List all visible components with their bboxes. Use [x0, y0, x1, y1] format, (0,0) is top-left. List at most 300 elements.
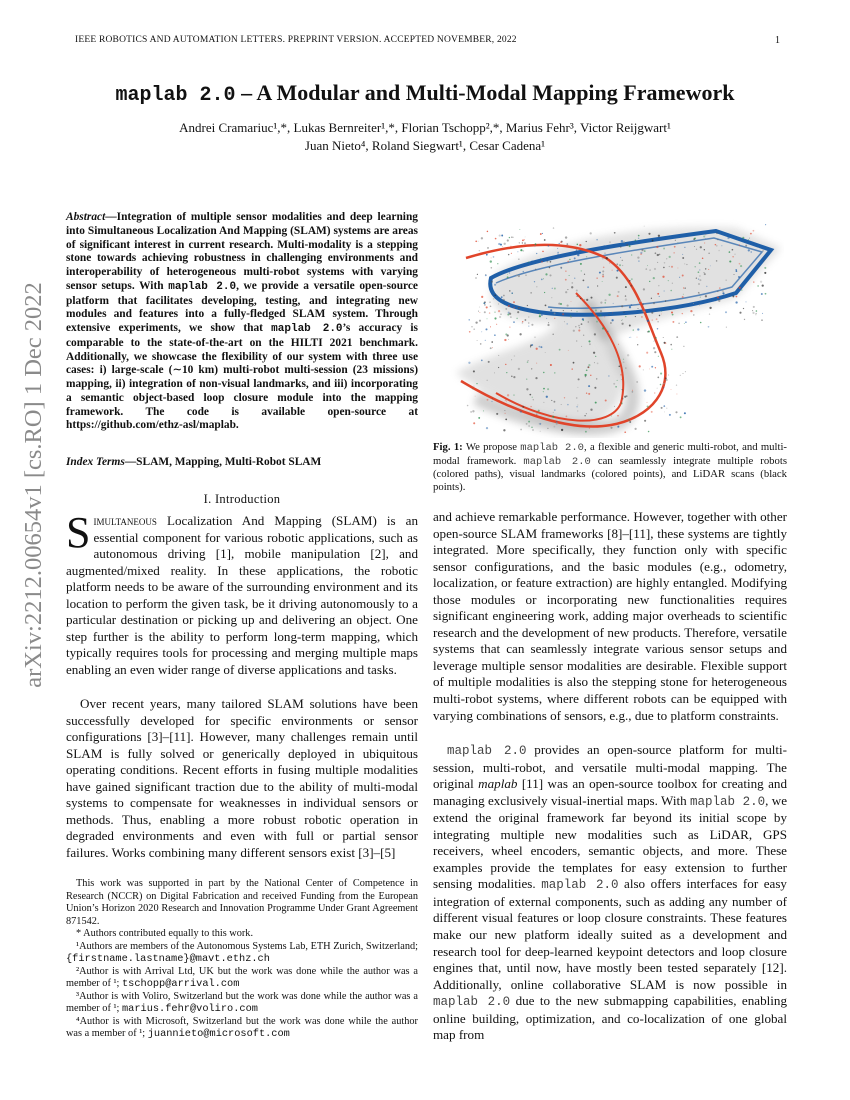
landmark-point	[605, 399, 607, 401]
introduction-paragraph-1	[66, 508, 418, 678]
landmark-point	[760, 281, 762, 283]
landmark-point	[483, 410, 484, 411]
landmark-point	[602, 327, 604, 329]
landmark-point	[498, 367, 499, 368]
landmark-point	[524, 319, 526, 321]
landmark-point	[700, 322, 702, 324]
landmark-point	[507, 394, 509, 396]
landmark-point	[684, 412, 686, 414]
landmark-point	[496, 413, 498, 415]
landmark-point	[477, 274, 478, 275]
landmark-point	[552, 416, 554, 418]
landmark-point	[532, 397, 533, 398]
landmark-point	[709, 313, 710, 314]
landmark-point	[600, 314, 602, 316]
landmark-point	[677, 268, 678, 269]
landmark-point	[633, 329, 634, 330]
landmark-point	[559, 243, 560, 244]
landmark-point	[705, 268, 706, 269]
landmark-point	[571, 301, 572, 302]
landmark-point	[473, 422, 475, 424]
landmark-point	[545, 305, 547, 307]
landmark-point	[733, 274, 734, 275]
landmark-point	[653, 347, 655, 349]
landmark-point	[744, 319, 745, 320]
footnote-text: ⁴Author is with Microsoft, Switzerland but the work was done while the author was a member of ¹;	[66, 1015, 418, 1039]
landmark-point	[501, 235, 503, 237]
landmark-point	[590, 232, 592, 234]
landmark-point	[637, 344, 638, 345]
landmark-point	[631, 254, 632, 255]
landmark-point	[472, 389, 473, 390]
landmark-point	[609, 262, 610, 263]
landmark-point	[661, 311, 662, 312]
landmark-point	[486, 306, 488, 308]
landmark-point	[602, 257, 604, 259]
landmark-point	[657, 321, 658, 322]
landmark-point	[715, 244, 717, 246]
landmark-point	[680, 375, 681, 376]
landmark-point	[679, 277, 680, 278]
landmark-point	[623, 241, 625, 243]
landmark-point	[706, 286, 707, 287]
landmark-point	[735, 236, 737, 238]
landmark-point	[635, 239, 636, 240]
landmark-point	[490, 305, 492, 307]
landmark-point	[655, 367, 656, 368]
landmark-point	[654, 392, 655, 393]
landmark-point	[684, 263, 685, 264]
landmark-point	[469, 319, 470, 320]
landmark-point	[486, 318, 487, 319]
landmark-point	[635, 316, 636, 317]
landmark-point	[576, 340, 577, 341]
landmark-point	[640, 252, 642, 254]
landmark-point	[702, 258, 704, 260]
landmark-point	[535, 377, 537, 379]
landmark-point	[494, 295, 495, 296]
landmark-point	[511, 376, 513, 378]
landmark-point	[536, 286, 537, 287]
landmark-point	[583, 335, 584, 336]
landmark-point	[487, 380, 488, 381]
landmark-point	[668, 374, 669, 375]
caption-code-name: maplab 2.0	[520, 442, 584, 454]
landmark-point	[526, 379, 527, 380]
landmark-point	[643, 311, 644, 312]
landmark-point	[606, 257, 608, 259]
landmark-point	[721, 245, 722, 246]
landmark-point	[647, 402, 648, 403]
landmark-point	[758, 247, 759, 248]
abstract-code-name: maplab 2.0	[168, 280, 237, 293]
landmark-point	[618, 344, 619, 345]
landmark-point	[685, 321, 687, 323]
landmark-point	[543, 402, 544, 403]
landmark-point	[756, 310, 758, 312]
landmark-point	[491, 341, 493, 343]
footnote-text: ²Author is with Arrival Ltd, UK but the work was done while the author was a member of ¹;	[66, 965, 418, 989]
landmark-point	[644, 226, 645, 227]
landmark-point	[752, 310, 753, 311]
landmark-point	[523, 271, 524, 272]
landmark-point	[484, 304, 486, 306]
landmark-point	[562, 313, 564, 315]
landmark-point	[761, 319, 762, 320]
landmark-point	[513, 237, 514, 238]
landmark-point	[577, 405, 578, 406]
landmark-point	[567, 305, 569, 307]
landmark-point	[647, 320, 649, 322]
landmark-point	[686, 264, 687, 265]
landmark-point	[505, 364, 506, 365]
landmark-point	[589, 428, 590, 429]
landmark-point	[542, 233, 543, 234]
landmark-point	[736, 296, 738, 298]
landmark-point	[653, 341, 654, 342]
landmark-point	[504, 413, 505, 414]
landmark-point	[547, 428, 548, 429]
footnote-3	[66, 991, 418, 1016]
landmark-point	[704, 249, 705, 250]
landmark-point	[541, 279, 543, 281]
landmark-point	[600, 302, 602, 304]
landmark-point	[556, 422, 558, 424]
landmark-point	[518, 368, 520, 370]
landmark-point	[560, 256, 562, 258]
landmark-point	[682, 275, 684, 277]
landmark-point	[586, 413, 587, 414]
landmark-point	[511, 253, 512, 254]
landmark-point	[577, 387, 578, 388]
landmark-point	[597, 285, 598, 286]
landmark-point	[565, 291, 567, 293]
caption-text: , a flexible and generic multi-robot, and multi-modal framework.	[433, 441, 787, 467]
landmark-point	[594, 249, 595, 250]
landmark-point	[507, 314, 509, 316]
landmark-point	[638, 308, 639, 309]
landmark-point	[761, 293, 763, 295]
landmark-point	[475, 396, 476, 397]
landmark-point	[625, 295, 626, 296]
landmark-point	[531, 292, 532, 293]
landmark-point	[619, 264, 621, 266]
landmark-point	[671, 266, 673, 268]
landmark-point	[552, 288, 553, 289]
landmark-point	[546, 396, 548, 398]
landmark-point	[717, 291, 718, 292]
landmark-point	[488, 361, 490, 363]
landmark-point	[658, 356, 659, 357]
abstract-label: Abstract	[66, 211, 106, 223]
landmark-point	[516, 274, 518, 276]
landmark-point	[622, 389, 623, 390]
landmark-point	[499, 235, 501, 237]
landmark-point	[674, 252, 675, 253]
landmark-point	[699, 294, 700, 295]
landmark-point	[491, 257, 492, 258]
landmark-point	[620, 246, 622, 248]
landmark-point	[549, 274, 551, 276]
landmark-point	[552, 333, 554, 335]
landmark-point	[541, 261, 543, 263]
landmark-point	[663, 248, 665, 250]
landmark-point	[704, 272, 705, 273]
landmark-point	[520, 411, 522, 413]
landmark-point	[534, 336, 536, 338]
landmark-point	[508, 254, 509, 255]
landmark-point	[519, 333, 521, 335]
landmark-point	[471, 326, 472, 327]
landmark-point	[620, 374, 622, 376]
landmark-point	[479, 320, 481, 322]
landmark-point	[644, 250, 646, 252]
author-list-line-2: Juan Nieto⁴, Roland Siegwart¹, Cesar Cadena¹	[304, 138, 546, 153]
landmark-point	[611, 415, 612, 416]
landmark-point	[510, 246, 511, 247]
landmark-point	[739, 287, 741, 289]
landmark-point	[653, 302, 655, 304]
landmark-point	[649, 281, 650, 282]
landmark-point	[505, 399, 507, 401]
landmark-point	[752, 312, 754, 314]
landmark-point	[705, 238, 706, 239]
landmark-point	[764, 272, 766, 274]
landmark-point	[716, 260, 718, 262]
landmark-point	[708, 326, 710, 328]
landmark-point	[762, 250, 764, 252]
landmark-point	[536, 414, 537, 415]
footnote-text: ³Author is with Voliro, Switzerland but the work was done while the author was a member of ¹;	[66, 990, 418, 1014]
landmark-point	[519, 242, 520, 243]
landmark-point	[513, 301, 515, 303]
landmark-point	[557, 252, 558, 253]
landmark-point	[656, 246, 658, 248]
author-list-line-1: Andrei Cramariuc¹,*, Lukas Bernreiter¹,*, Florian Tschopp²,*, Marius Fehr³, Victor Reijgwart¹	[179, 120, 671, 135]
landmark-point	[646, 352, 648, 354]
landmark-point	[576, 397, 578, 399]
landmark-point	[644, 420, 646, 422]
landmark-point	[485, 340, 486, 341]
landmark-point	[658, 285, 660, 287]
landmark-point	[622, 265, 623, 266]
landmark-point	[480, 343, 482, 345]
landmark-point	[604, 299, 606, 301]
landmark-point	[609, 241, 611, 243]
landmark-point	[628, 419, 630, 421]
landmark-point	[614, 406, 615, 407]
landmark-point	[551, 400, 552, 401]
landmark-point	[576, 296, 578, 298]
landmark-point	[617, 415, 618, 416]
landmark-point	[487, 399, 489, 401]
landmark-point	[561, 404, 562, 405]
landmark-point	[584, 374, 586, 376]
landmark-point	[659, 315, 660, 316]
landmark-point	[703, 235, 705, 237]
landmark-point	[682, 313, 683, 314]
landmark-point	[727, 233, 729, 235]
landmark-point	[494, 372, 495, 373]
landmark-point	[517, 251, 518, 252]
landmark-point	[732, 295, 734, 297]
landmark-point	[563, 310, 564, 311]
landmark-point	[520, 249, 522, 251]
landmark-point	[581, 346, 582, 347]
landmark-point	[551, 297, 552, 298]
landmark-point	[502, 246, 503, 247]
landmark-point	[525, 274, 527, 276]
landmark-point	[485, 328, 487, 330]
landmark-point	[637, 256, 639, 258]
landmark-point	[657, 328, 658, 329]
landmark-point	[509, 290, 511, 292]
landmark-point	[586, 392, 587, 393]
abstract-text: —Integration of multiple sensor modalities and deep learning into Simultaneous Localization And Mapping (SLAM) systems are areas of significant interest in current research. Multi-modality is a stepping stone towards achieving robustness in challenging environments and interoperability of heterogeneous multi-robot systems with varying sensor setups. With	[66, 211, 418, 292]
section-heading-introduction: I. Introduction	[203, 492, 281, 506]
landmark-point	[514, 355, 515, 356]
landmark-point	[745, 245, 747, 247]
landmark-point	[507, 239, 509, 241]
landmark-point	[678, 322, 680, 324]
landmark-point	[540, 258, 541, 259]
landmark-point	[620, 257, 621, 258]
landmark-point	[749, 238, 750, 239]
paragraph-text: Localization And Mapping (SLAM) is an essential component for various robotic applications, such as autonomous driving [1], mobile manipulation [2], and augmented/mixed reality. In these applications, the robotic platform needs to be aware of the surrounding environment and its location to perform the given task, be it driving autonomously to a particular destination or picking up and delivering an object. One step further is the ability to perform long-term mapping, which typically requires tools for processing and merging multiple maps enabling an even wider range of diverse applications and tasks.	[66, 513, 418, 677]
landmark-point	[595, 309, 597, 311]
landmark-point	[663, 337, 664, 338]
landmark-point	[715, 300, 717, 302]
landmark-point	[638, 238, 640, 240]
landmark-point	[545, 273, 547, 275]
landmark-point	[699, 269, 700, 270]
landmark-point	[522, 240, 524, 242]
landmark-point	[729, 251, 731, 253]
landmark-point	[597, 363, 599, 365]
landmark-point	[696, 277, 697, 278]
landmark-point	[684, 247, 685, 248]
landmark-point	[478, 417, 480, 419]
landmark-point	[698, 271, 700, 273]
landmark-point	[554, 288, 556, 290]
landmark-point	[717, 296, 719, 298]
landmark-point	[694, 266, 695, 267]
title-text: – A Modular and Multi-Modal Mapping Framework	[235, 80, 735, 105]
right-column-paragraph-1: and achieve remarkable performance. However, together with other open-source SLAM frameworks [8]–[11], these systems are tightly integrated. More specifically, they function only with specific sensor configurations, and the basic modules (e.g., odometry, localization, or feature extraction) are highly entangled. Modifying those modules or incorporating new functionalities requires significant engineering work, adding major overheads to scientific research and the development of new products. Therefore, versatile systems that can seamlessly integrate various sensor setups and leverage multiple sensor modalities are desirable. Flexible support of multiple modalities is also the stepping stone for heterogeneous multi-robot systems, where different robots can be equipped with varying combinations of sensors, e.g., due to platform constraints.	[433, 509, 787, 723]
landmark-point	[630, 285, 632, 287]
footnote-1	[66, 941, 418, 966]
figure-1-caption	[433, 441, 787, 494]
landmark-point	[470, 411, 472, 413]
landmark-point	[618, 365, 620, 367]
landmark-point	[564, 397, 565, 398]
landmark-point	[507, 274, 508, 275]
landmark-point	[489, 312, 490, 313]
landmark-point	[576, 311, 577, 312]
landmark-point	[522, 242, 523, 243]
landmark-point	[507, 276, 509, 278]
landmark-point	[608, 314, 610, 316]
landmark-point	[664, 262, 666, 264]
landmark-point	[684, 287, 686, 289]
landmark-point	[479, 250, 480, 251]
landmark-point	[634, 428, 636, 430]
landmark-point	[534, 245, 536, 247]
landmark-point	[548, 322, 549, 323]
landmark-point	[544, 239, 546, 241]
landmark-point	[666, 258, 667, 259]
landmark-point	[571, 310, 572, 311]
landmark-point	[675, 240, 676, 241]
landmark-point	[674, 246, 676, 248]
landmark-point	[648, 233, 650, 235]
landmark-point	[672, 321, 674, 323]
landmark-point	[575, 326, 576, 327]
landmark-point	[493, 298, 495, 300]
landmark-point	[547, 388, 549, 390]
abstract-code-name: maplab 2.0	[271, 323, 343, 335]
landmark-point	[699, 304, 700, 305]
landmark-point	[700, 297, 701, 298]
landmark-point	[663, 267, 664, 268]
landmark-point	[486, 427, 488, 429]
landmark-point	[587, 286, 589, 288]
landmark-point	[586, 241, 587, 242]
landmark-point	[531, 427, 532, 428]
landmark-point	[607, 331, 609, 333]
landmark-point	[586, 299, 588, 301]
landmark-point	[485, 274, 486, 275]
landmark-point	[732, 256, 733, 257]
landmark-point	[698, 278, 699, 279]
landmark-point	[513, 394, 514, 395]
landmark-point	[735, 301, 737, 303]
landmark-point	[637, 337, 638, 338]
landmark-point	[526, 388, 528, 390]
landmark-point	[578, 325, 580, 327]
landmark-point	[531, 324, 533, 326]
landmark-point	[494, 284, 496, 286]
landmark-point	[666, 408, 667, 409]
landmark-point	[624, 431, 626, 433]
landmark-point	[579, 327, 580, 328]
landmark-point	[658, 235, 660, 237]
landmark-point	[597, 278, 598, 279]
landmark-point	[495, 238, 497, 240]
landmark-point	[509, 326, 510, 327]
landmark-point	[498, 310, 500, 312]
landmark-point	[528, 421, 530, 423]
landmark-point	[518, 259, 519, 260]
landmark-point	[481, 296, 483, 298]
landmark-point	[506, 401, 507, 402]
footnote-4	[66, 1016, 418, 1041]
landmark-point	[685, 371, 686, 372]
landmark-point	[542, 251, 544, 253]
running-header: IEEE ROBOTICS AND AUTOMATION LETTERS. PREPRINT VERSION. ACCEPTED NOVEMBER, 2022	[75, 35, 517, 45]
landmark-point	[585, 431, 587, 433]
landmark-point	[660, 373, 662, 375]
landmark-point	[696, 249, 697, 250]
landmark-point	[513, 321, 515, 323]
landmark-point	[574, 257, 576, 259]
landmark-point	[751, 251, 752, 252]
landmark-point	[623, 361, 625, 363]
landmark-point	[762, 284, 764, 286]
landmark-point	[473, 328, 475, 330]
landmark-point	[651, 298, 652, 299]
landmark-point	[524, 239, 525, 240]
